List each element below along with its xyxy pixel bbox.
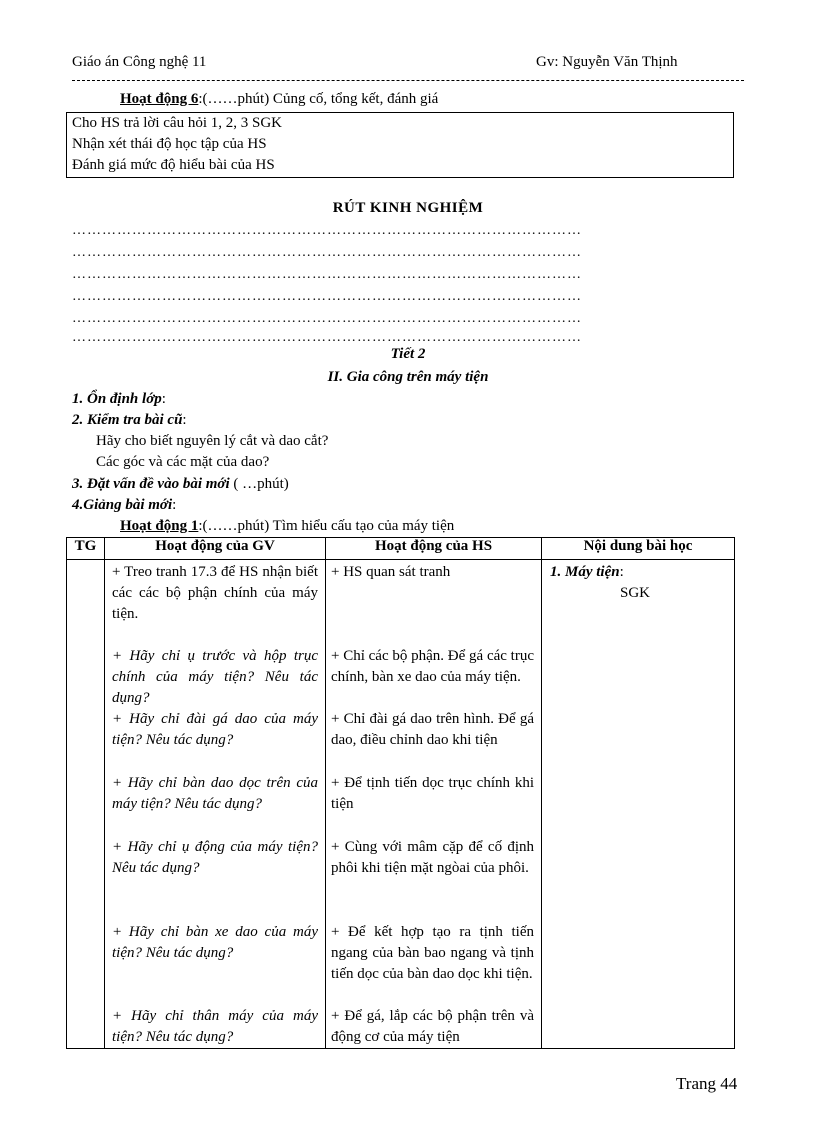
- activity6-heading: [120, 91, 438, 108]
- step-2-label: 2. Kiểm tra bài cũ: [72, 412, 183, 428]
- table-header-row: [67, 538, 735, 560]
- section-title: II. Gia công trên máy tiện: [327, 369, 489, 385]
- time-cell: [67, 560, 105, 1049]
- step-2: [72, 412, 187, 429]
- teacher-activity: + Treo tranh 17.3 để HS nhận biết các các bộ phận chính của máy tiện.: [112, 564, 318, 622]
- student-activity: + Chỉ đài gá dao trên hình. Để gá dao, điều chỉnh dao khi tiện: [331, 711, 534, 748]
- col-header-content: Nội dung bài học: [542, 538, 735, 560]
- activity6-line: Nhận xét thái độ học tập của HS: [72, 136, 267, 152]
- content-cell: [542, 560, 735, 1049]
- activity6-box: [66, 112, 734, 178]
- step-1: [72, 391, 166, 408]
- activity1-desc: :(……phút) Tìm hiểu cấu tạo của máy tiện: [198, 518, 455, 534]
- header-divider: [72, 80, 744, 81]
- step-1-tail: :: [161, 391, 166, 407]
- student-activity: + Để tịnh tiến dọc trục chính khi tiện: [331, 775, 534, 812]
- activity1-heading: [120, 518, 454, 535]
- experience-title: RÚT KINH NGHIỆM: [332, 200, 484, 216]
- student-activity: + HS quan sát tranh: [331, 564, 451, 580]
- col-header-teacher: Hoạt động của GV: [105, 538, 326, 560]
- review-question: Hãy cho biết nguyên lý cắt và dao cắt?: [96, 433, 329, 449]
- content-heading: [550, 562, 624, 583]
- dot-line: …………………………………………………………………………………………: [72, 245, 582, 260]
- teacher-activity: + Hãy chỉ ụ trước và hộp trục chính của máy tiện? Nêu tác dụng?: [112, 648, 318, 706]
- step-2-tail: :: [182, 412, 187, 428]
- dot-line: …………………………………………………………………………………………: [72, 330, 582, 345]
- lesson-table: [66, 537, 735, 1049]
- student-activity: + Chỉ các bộ phận. Để gá các trục chính, bàn xe dao của máy tiện.: [331, 648, 534, 685]
- page-number: Trang 44: [676, 1074, 738, 1093]
- step-1-label: 1. Ổn định lớp: [72, 391, 162, 407]
- col-header-time: TG: [67, 538, 105, 560]
- dot-line: …………………………………………………………………………………………: [72, 289, 582, 304]
- activity6-line: Cho HS trả lời câu hỏi 1, 2, 3 SGK: [72, 115, 283, 131]
- step-4: [72, 497, 176, 514]
- activity6-label: Hoạt động 6: [120, 91, 199, 107]
- teacher-activity: + Hãy chỉ bàn dao dọc trên của máy tiện? Nêu tác dụng?: [112, 775, 318, 812]
- col-header-student: Hoạt động của HS: [326, 538, 542, 560]
- activity6-desc: :(……phút) Củng cố, tổng kết, đánh giá: [198, 91, 439, 107]
- content-reference: SGK: [620, 585, 651, 601]
- activity6-line: Đánh giá mức độ hiểu bài của HS: [72, 157, 275, 173]
- dot-line: …………………………………………………………………………………………: [72, 223, 582, 238]
- period-title: Tiết 2: [390, 346, 426, 362]
- dot-line: …………………………………………………………………………………………: [72, 267, 582, 282]
- content-title: 1. Máy tiện: [550, 564, 620, 580]
- teacher-cell: [105, 560, 326, 1049]
- dot-line: …………………………………………………………………………………………: [72, 311, 582, 326]
- step-3-label: 3. Đặt vấn đề vào bài mới: [72, 476, 230, 492]
- step-3: [72, 476, 289, 493]
- activity1-label: Hoạt động 1: [120, 518, 199, 534]
- teacher-activity: + Hãy chỉ đài gá dao của máy tiện? Nêu tác dụng?: [112, 711, 318, 748]
- review-question: Các góc và các mặt của dao?: [96, 454, 270, 470]
- student-activity: + Để kết hợp tạo ra tịnh tiến ngang của bàn bao ngang và tịnh tiến dọc của bàn dao dọc khi tiện.: [331, 924, 534, 982]
- student-cell: [326, 560, 542, 1049]
- teacher-activity: + Hãy chỉ ụ động của máy tiện? Nêu tác dụng?: [112, 839, 318, 876]
- step-3-tail: ( …phút): [229, 476, 289, 492]
- step-4-label: 4.Giảng bài mới: [72, 497, 173, 513]
- student-activity: + Để gá, lắp các bộ phận trên và động cơ của máy tiện: [331, 1008, 534, 1045]
- table-row: [67, 560, 735, 1049]
- step-4-tail: :: [172, 497, 177, 513]
- content-title-tail: :: [619, 564, 624, 580]
- header-teacher: Gv: Nguyễn Văn Thịnh: [536, 54, 678, 70]
- student-activity: + Cùng với mâm cặp để cố định phôi khi tiện mặt ngòai của phôi.: [331, 839, 534, 876]
- teacher-activity: + Hãy chỉ thân máy của máy tiện? Nêu tác dụng?: [112, 1008, 318, 1045]
- teacher-activity: + Hãy chỉ bàn xe dao của máy tiện? Nêu tác dụng?: [112, 924, 318, 961]
- header-subject: Giáo án Công nghệ 11: [72, 54, 207, 70]
